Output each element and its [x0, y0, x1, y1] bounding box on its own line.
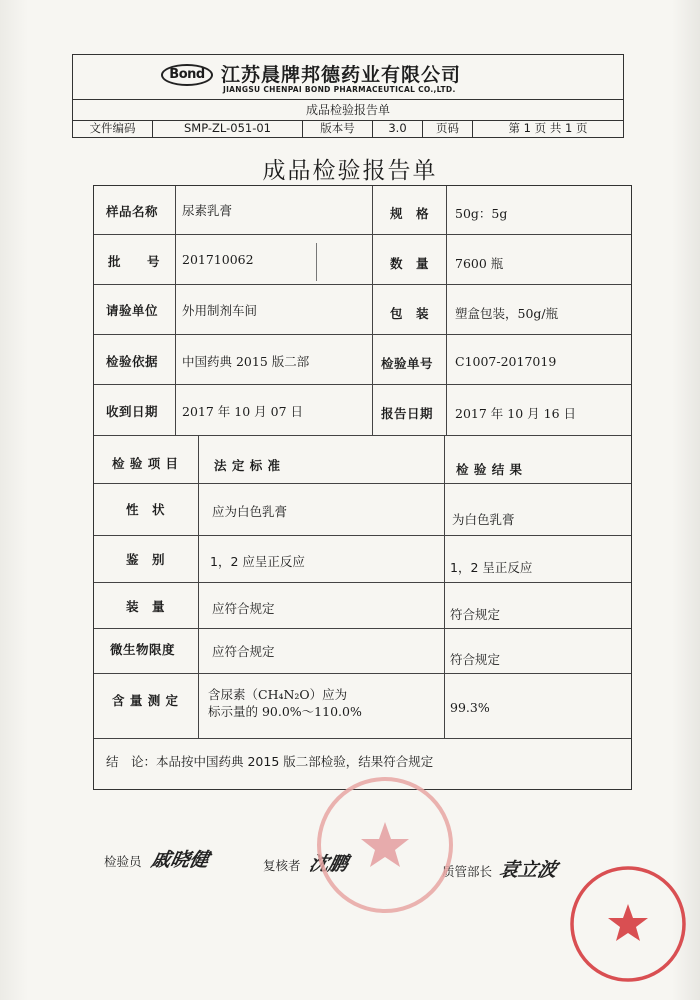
test-standard: 应为白色乳膏 [212, 504, 288, 519]
report-table [93, 185, 632, 790]
doc-no-label: 文件编码 [73, 120, 153, 137]
test-item: 鉴 别 [126, 552, 166, 567]
company-seal-stamp [310, 770, 460, 920]
page-value: 第 1 页 共 1 页 [508, 121, 588, 135]
version-label: 版本号 [303, 120, 373, 137]
test-standard [208, 686, 362, 720]
test-result: 为白色乳膏 [452, 512, 515, 527]
sample-name-label: 样品名称 [106, 204, 159, 219]
quantity: 7600 瓶 [455, 256, 504, 271]
col-divider [175, 186, 176, 435]
batch: 201710062 [182, 252, 254, 267]
company-name-cn: 江苏晨牌邦德药业有限公司 [221, 64, 462, 86]
test-item: 含 量 测 定 [112, 693, 179, 708]
row-divider [94, 535, 631, 536]
report-no-label: 检验单号 [381, 356, 434, 371]
reviewer-signature: 沈鹏 [307, 853, 351, 875]
qa-head-signature: 袁立波 [497, 859, 560, 881]
test-standard-header: 法 定 标 准 [214, 458, 281, 473]
requester: 外用制剂车间 [182, 303, 258, 318]
report-title: 成品检验报告单 [262, 158, 438, 184]
company-name-en: JIANGSU CHENPAI BOND PHARMACEUTICAL CO.,LTD. [223, 85, 456, 94]
test-item: 装 量 [126, 599, 166, 614]
quantity-label: 数 量 [390, 256, 430, 271]
basis: 中国药典 2015 版二部 [182, 354, 310, 369]
bond-logo: Bond [161, 64, 213, 86]
spec: 50g：5g [455, 206, 508, 221]
col-divider [444, 435, 445, 738]
col-divider [198, 435, 199, 738]
test-item: 性 状 [126, 502, 166, 517]
row-divider [94, 673, 631, 674]
col-divider [372, 186, 373, 435]
qa-seal-stamp [566, 862, 690, 986]
form-title-row [73, 99, 623, 121]
row-divider [94, 435, 631, 436]
row-divider [94, 628, 631, 629]
test-standard: 应符合规定 [212, 644, 275, 659]
test-standard: 1，2 应呈正反应 [210, 554, 305, 569]
package-label: 包 装 [390, 306, 430, 321]
document-header [72, 54, 624, 138]
test-standard-line1: 含尿素（CH₄N₂O）应为 [208, 687, 348, 702]
conclusion: 结 论：本品按中国药典 2015 版二部检验，结果符合规定 [106, 754, 434, 769]
test-standard: 应符合规定 [212, 601, 275, 616]
spec-label: 规 格 [390, 206, 430, 221]
test-result: 符合规定 [450, 652, 501, 667]
report-no: C1007-2017019 [455, 354, 557, 369]
row-divider [94, 582, 631, 583]
doc-no: SMP-ZL-051-01 [153, 120, 303, 137]
sample-name: 尿素乳膏 [182, 203, 233, 218]
basis-label: 检验依据 [106, 354, 159, 369]
page-label: 页码 [423, 120, 473, 137]
stamp-star-icon [608, 904, 648, 941]
stamp-star-icon [361, 822, 409, 867]
inspector-label: 检验员 [104, 854, 142, 869]
report-date: 2017 年 10 月 16 日 [455, 406, 576, 421]
received-date: 2017 年 10 月 07 日 [182, 404, 303, 419]
col-divider [446, 186, 447, 435]
test-item-header: 检 验 项 目 [112, 456, 179, 471]
batch-label: 批 号 [108, 254, 161, 269]
qa-head-label: 质管部长 [442, 864, 493, 879]
inspector-signature: 戚晓健 [149, 849, 212, 871]
form-title: 成品检验报告单 [305, 103, 390, 117]
test-result-header: 检 验 结 果 [456, 462, 523, 477]
test-result: 99.3% [450, 700, 490, 715]
test-standard-line2: 标示量的 90.0%～110.0% [208, 704, 362, 719]
report-date-label: 报告日期 [381, 406, 434, 421]
company-banner [73, 55, 623, 100]
faint-divider [316, 243, 317, 281]
received-label: 收到日期 [106, 404, 159, 419]
test-result: 符合规定 [450, 607, 501, 622]
row-divider [94, 483, 631, 484]
version: 3.0 [373, 120, 423, 137]
document-meta-row [73, 120, 623, 137]
requester-label: 请验单位 [106, 303, 159, 318]
reviewer-label: 复核者 [263, 858, 301, 873]
test-result: 1，2 呈正反应 [450, 560, 533, 575]
package: 塑盒包装，50g/瓶 [455, 306, 559, 321]
row-divider [94, 738, 631, 739]
test-item: 微生物限度 [110, 642, 176, 657]
